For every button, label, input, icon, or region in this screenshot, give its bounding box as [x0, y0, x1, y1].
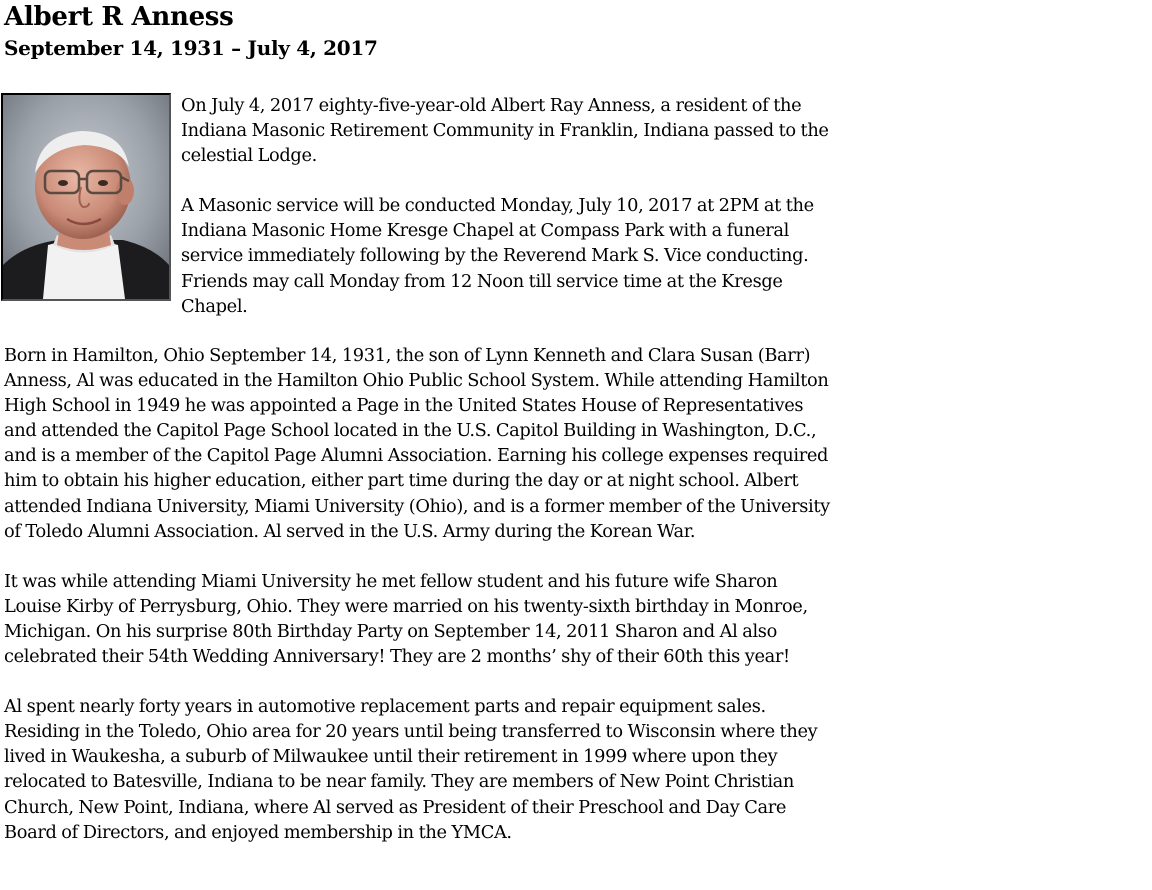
portrait-photo [1, 93, 171, 301]
paragraph-passing: On July 4, 2017 eighty-five-year-old Albert Ray Anness, a resident of the Indiana Masonic Retirement Community in Franklin, Indiana passed to the celestial Lodge. [181, 95, 829, 167]
paragraph-service: A Masonic service will be conducted Monday, July 10, 2017 at 2PM at the Indiana Masonic Home Kresge Chapel at Compass Park with a funeral service immediately following by the Reverend Mark S. Vice conducting. Friends may call Monday from 12 Noon till service time at the Kresge Chapel. [181, 195, 814, 317]
intro-section [4, 93, 834, 343]
paragraph-career: Al spent nearly forty years in automotive replacement parts and repair equipment sales. Residing in the Toledo, Ohio area for 20 years until being transferred to Wisconsin where they lived in Waukesha, a suburb of Milwaukee until their retirement in 1999 where upon they relocated to Batesville, Indiana to be near family. They are members of New Point Christian Church, New Point, Indiana, where Al served as President of their Preschool and Day Care Board of Directors, and enjoyed membership in the YMCA. [4, 696, 818, 843]
paragraph-gap [4, 544, 834, 569]
paragraph-marriage: It was while attending Miami University he met fellow student and his future wife Sharon Louise Kirby of Perrysburg, Ohio. They were married on his twenty-sixth birthday in Monroe, Michigan. On his surprise 80th Birthday Party on September 14, 2011 Sharon and Al also celebrated their 54th Wedding Anniversary! They are 2 months’ shy of their 60th this year! [4, 570, 808, 668]
life-dates: September 14, 1931 – July 4, 2017 [4, 36, 378, 60]
paragraph-gap [181, 168, 831, 193]
obituary-document [4, 0, 834, 845]
paragraph-gap [4, 669, 834, 694]
portrait-illustration [3, 95, 169, 299]
person-name: Albert R Anness [4, 2, 234, 32]
intro-text [181, 93, 831, 319]
paragraph-early-life: Born in Hamilton, Ohio September 14, 1931, the son of Lynn Kenneth and Clara Susan (Barr) Anness, Al was educated in the Hamilton Ohio Public School System. While attending Hamilton High School in 1949 he was appointed a Page in the United States House of Representatives and attended the Capitol Page School located in the U.S. Capitol Building in Washington, D.C., and is a member of the Capitol Page Alumni Association. Earning his college expenses required him to obtain his higher education, either part time during the day or at night school. Albert attended Indiana University, Miami University (Ohio), and is a former member of the University of Toledo Alumni Association. Al served in the U.S. Army during the Korean War. [4, 345, 830, 542]
